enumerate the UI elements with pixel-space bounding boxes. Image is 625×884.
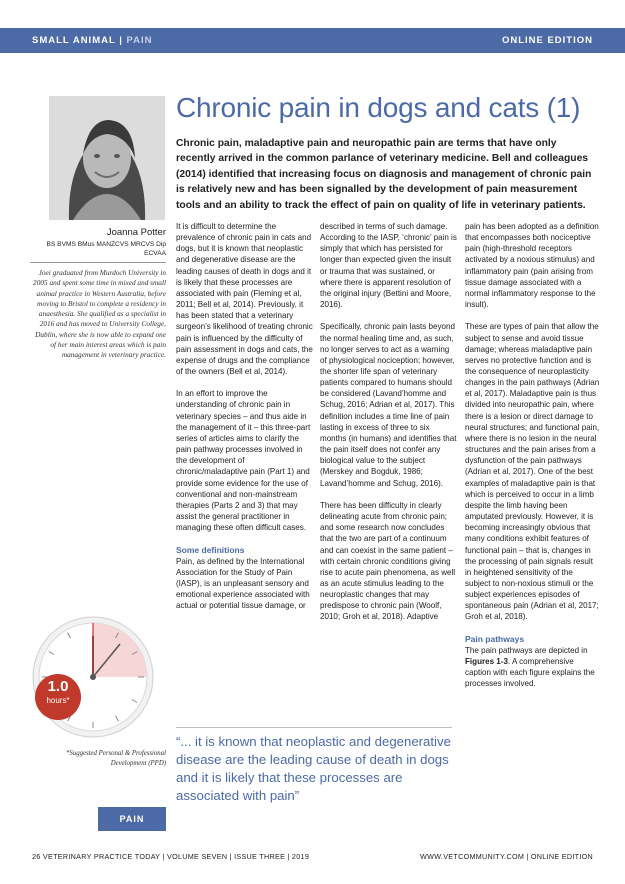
edition-label: ONLINE EDITION [501,35,593,46]
clock-icon [30,614,156,740]
footer-website: WWW.VETCOMMUNITY.COM | ONLINE EDITION [420,852,593,861]
cpd-clock-graphic [30,614,156,740]
author-photo [49,96,165,220]
cpd-hours-value: 1.0 [47,678,69,695]
subsection-label: PAIN [126,35,153,46]
section-header-bar [0,28,625,53]
paragraph: These are types of pain that allow the subject to sense and avoid tissue damage; whereas maladaptive pain serves no protective function and is the consequence of neuroplasticity changes in the pain pathways (Adrian et al, 2017). Maladaptive pain is thus divided into neuropathic pain, where there is a lesion or direct damage to neural structures; and functional pain, where there is no lesion in the neural structures and the pain arises from a dysfunction of the pain pathways (Adrian et al, 2017). One of the best examples of maladaptive pain is that which is perceived to occur in a limb despite the limb having been amputated previously. However, it is becoming increasingly obvious that many conditions exhibit features of functional pain – that is, changes in the processing of pain signals result in heightened sensitivity of the subject to non-noxious stimuli or the subject experiences episodes of spontaneous pain (Adrian et al, 2017; Groh et al, 2018). [465,322,600,622]
body-column-1 [176,221,314,623]
paragraph: The pain pathways are depicted in Figures 1-3. A comprehensive caption with each figure explains the processes involved. [465,645,595,689]
author-bio: Joei graduated from Murdoch University in 2005 and spent some time in mixed and small animal practice in Western Australia, before moving to Bristol to complete a residency in anaesthesia. She qualified as a specialist in 2016 and has moved to University College, Dublin, where she is now able to expand one of her main interest areas which is pain management in veterinary practice. [33,268,166,360]
paragraph: pain has been adopted as a definition that encompasses both nociceptive pain (high-threshold receptors activated by a noxious stimulus) and inflammatory pain (pain arising from tissue damage associated with a normal inflammatory response to the insult). [465,222,599,310]
pull-quote-rule [176,727,452,728]
pull-quote: “... it is known that neoplastic and degenerative disease are the leading cause of death in dogs and it is likely that these processes are associated with pain” [176,734,451,803]
article-title: Chronic pain in dogs and cats (1) [176,92,581,123]
footer-publication: 26 VETERINARY PRACTICE TODAY | VOLUME SEVEN | ISSUE THREE | 2019 [32,852,310,861]
author-name: Joanna Potter [106,227,166,238]
paragraph: There has been difficulty in clearly delineating acute from chronic pain; and some research now concludes that the two are part of a continuum and can coexist in the same patient – with certain chronic conditions giving rise to acute pain phenomena, as well as an acute stimulus leading to the neuroplastic changes that may predispose to chronic pain (Woolf, 2010; Groh et al, 2018). Adaptive [320,500,456,622]
paragraph: In an effort to improve the understanding of chronic pain in veterinary species – and thus aide in the management of it – this three-part series of articles aims to clarify the pain pathway processes involved in the development of chronic/maladaptive pain (Part 1) and provide some evidence for the use of conventional and non-mainstream therapies (Parts 2 and 3) that may assist the general practitioner in managing these often difficult cases. [176,389,311,533]
author-credentials: BS BVMS BMus MANZCVS MRCVS Dip ECVAA [46,241,166,257]
article-lead: Chronic pain, maladaptive pain and neuropathic pain are terms that have only recently arrived in the common parlance of veterinary medicine. Bell and colleagues (2014) identified that increasing focus on diagnosis and management of chronic pain is relatively new and has been signalled by the development of pain measurement tools and an ability to track the effect of pain on quality of life in veterinary patients. [176,138,592,211]
paragraph: described in terms of such damage. According to the IASP, ‘chronic’ pain is simply that which has persisted for longer than expected given the insult or trauma that was sustained, or where there is apparent resolution of the original injury (Bettini and Moore, 2016). [320,222,457,310]
subheading-definitions: Some definitions [176,544,245,555]
body-column-3 [465,221,600,701]
author-divider [30,262,166,263]
paragraph: Specifically, chronic pain lasts beyond the normal healing time and, as such, no longer serves to act as a warning of physiological nociception; however, the shorter life span of veterinary patients compared to humans should be considered (Lavand’homme and Schug, 2016; Adrian et al, 2017). This definition includes a time line of pain lasting in excess of three to six months (in humans) and identifies that the pain itself does not confer any biological value to the subject (Merskey and Bogduk, 1986; Lavand’homme and Schug, 2016). [320,322,457,488]
section-tab-pain: PAIN [98,807,166,831]
subheading-pain-pathways: Pain pathways [465,633,525,644]
paragraph: It is difficult to determine the prevalence of chronic pain in cats and dogs, but it is known that neoplastic and degenerative disease are the leading causes of death in dogs and it is likely that these processes are associated with pain (Fleming et al, 2011; Bell et al, 2014). Previously, it has been stated that a veterinary surgeon’s likelihood of treating chronic pain is influenced by the difficulty of pain assessment in dogs and cats, the expense of drugs and the compliance of the owners (Bell et al, 2014). [176,222,313,377]
figure-reference: Figures 1-3 [465,657,508,667]
cpd-hours-unit: hours* [46,696,70,705]
cpd-footnote: *Suggested Personal & Professional Development (PPD) [66,750,166,767]
author-portrait-image [49,96,165,220]
section-label: SMALL ANIMAL | PAIN [32,35,153,46]
paragraph: Pain, as defined by the International Association for the Study of Pain (IASP), is an unpleasant sensory and emotional experience associated with actual or potential tissue damage, or [176,556,310,611]
body-column-2 [320,221,458,634]
